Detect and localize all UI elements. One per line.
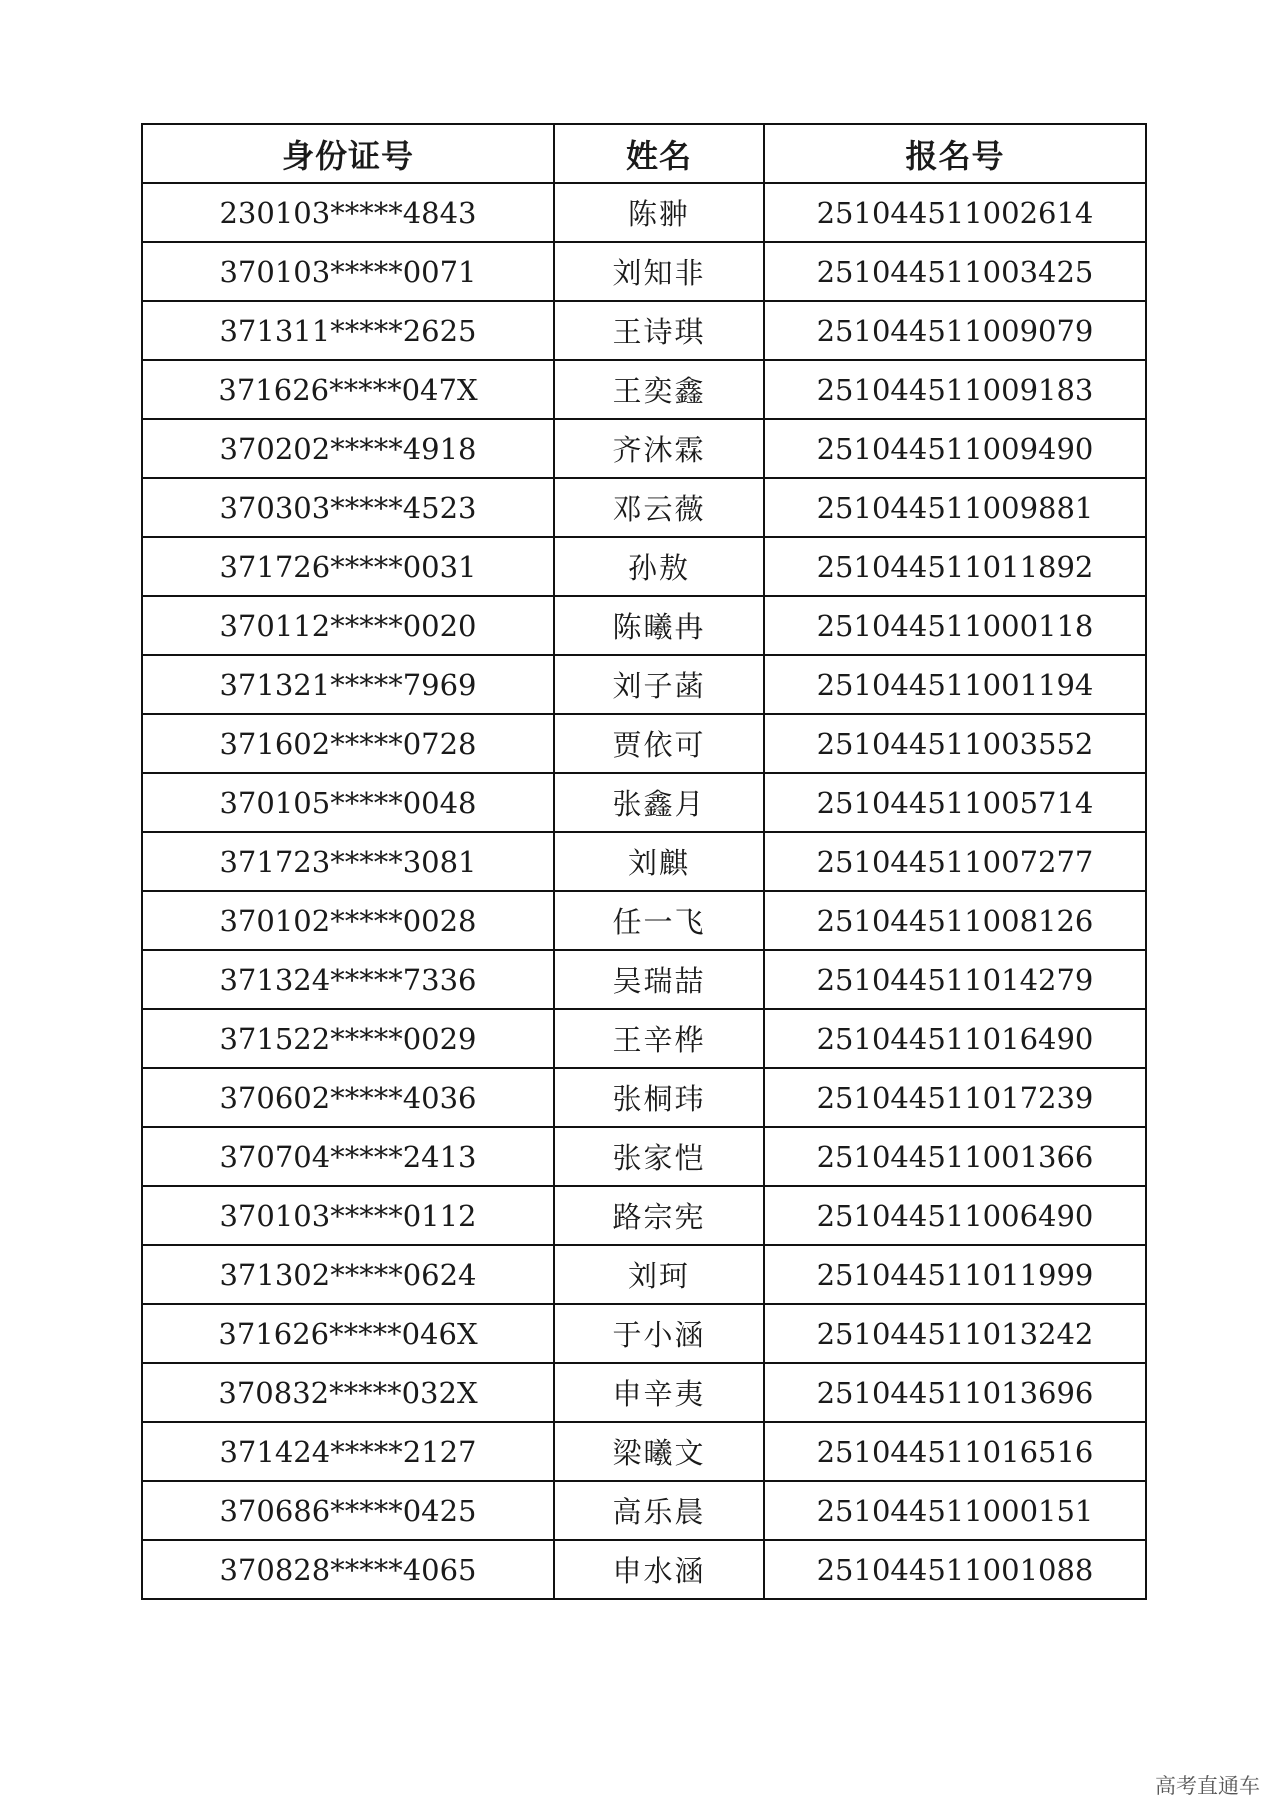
table-body	[142, 183, 1146, 1599]
cell-id-number: 370103*****0071	[142, 242, 554, 301]
table-row	[142, 183, 1146, 242]
cell-registration-number: 251044511016516	[764, 1422, 1146, 1481]
table-row	[142, 1245, 1146, 1304]
table-row	[142, 419, 1146, 478]
cell-registration-number: 251044511017239	[764, 1068, 1146, 1127]
cell-id-number: 371311*****2625	[142, 301, 554, 360]
cell-id-number: 371726*****0031	[142, 537, 554, 596]
cell-name: 张家恺	[554, 1127, 764, 1186]
cell-name: 吴瑞喆	[554, 950, 764, 1009]
cell-id-number: 371321*****7969	[142, 655, 554, 714]
cell-id-number: 371626*****046X	[142, 1304, 554, 1363]
table-row	[142, 1540, 1146, 1599]
table-row	[142, 1481, 1146, 1540]
cell-registration-number: 251044511011999	[764, 1245, 1146, 1304]
cell-id-number: 371723*****3081	[142, 832, 554, 891]
cell-id-number: 370832*****032X	[142, 1363, 554, 1422]
table-header-row	[142, 124, 1146, 183]
cell-registration-number: 251044511008126	[764, 891, 1146, 950]
table-row	[142, 891, 1146, 950]
table-row	[142, 950, 1146, 1009]
cell-name: 刘珂	[554, 1245, 764, 1304]
cell-id-number: 370103*****0112	[142, 1186, 554, 1245]
table-row	[142, 655, 1146, 714]
cell-registration-number: 251044511000151	[764, 1481, 1146, 1540]
table-row	[142, 1009, 1146, 1068]
cell-id-number: 371626*****047X	[142, 360, 554, 419]
header-registration-number: 报名号	[764, 124, 1146, 183]
header-id-number: 身份证号	[142, 124, 554, 183]
cell-registration-number: 251044511001366	[764, 1127, 1146, 1186]
cell-id-number: 371424*****2127	[142, 1422, 554, 1481]
table-row	[142, 301, 1146, 360]
cell-id-number: 370828*****4065	[142, 1540, 554, 1599]
cell-name: 申辛夷	[554, 1363, 764, 1422]
cell-id-number: 370303*****4523	[142, 478, 554, 537]
table-row	[142, 1422, 1146, 1481]
table-row	[142, 1127, 1146, 1186]
table-row	[142, 773, 1146, 832]
cell-name: 刘知非	[554, 242, 764, 301]
cell-registration-number: 251044511011892	[764, 537, 1146, 596]
table-row	[142, 478, 1146, 537]
cell-name: 王奕鑫	[554, 360, 764, 419]
cell-name: 齐沐霖	[554, 419, 764, 478]
cell-registration-number: 251044511003425	[764, 242, 1146, 301]
cell-id-number: 370602*****4036	[142, 1068, 554, 1127]
cell-registration-number: 251044511005714	[764, 773, 1146, 832]
header-name: 姓名	[554, 124, 764, 183]
table-row	[142, 360, 1146, 419]
cell-id-number: 370102*****0028	[142, 891, 554, 950]
cell-name: 高乐晨	[554, 1481, 764, 1540]
cell-registration-number: 251044511007277	[764, 832, 1146, 891]
cell-name: 刘麒	[554, 832, 764, 891]
table-row	[142, 596, 1146, 655]
table-row	[142, 1363, 1146, 1422]
cell-id-number: 370112*****0020	[142, 596, 554, 655]
cell-name: 梁曦文	[554, 1422, 764, 1481]
cell-registration-number: 251044511009183	[764, 360, 1146, 419]
table-row	[142, 242, 1146, 301]
cell-name: 路宗宪	[554, 1186, 764, 1245]
cell-name: 贾依可	[554, 714, 764, 773]
cell-registration-number: 251044511009881	[764, 478, 1146, 537]
cell-name: 刘子菡	[554, 655, 764, 714]
cell-registration-number: 251044511002614	[764, 183, 1146, 242]
cell-name: 张桐玮	[554, 1068, 764, 1127]
cell-registration-number: 251044511013242	[764, 1304, 1146, 1363]
cell-registration-number: 251044511009490	[764, 419, 1146, 478]
cell-id-number: 370686*****0425	[142, 1481, 554, 1540]
cell-registration-number: 251044511016490	[764, 1009, 1146, 1068]
table-row	[142, 1304, 1146, 1363]
cell-registration-number: 251044511009079	[764, 301, 1146, 360]
cell-name: 邓云薇	[554, 478, 764, 537]
cell-id-number: 370105*****0048	[142, 773, 554, 832]
table-row	[142, 1186, 1146, 1245]
cell-registration-number: 251044511001088	[764, 1540, 1146, 1599]
cell-name: 陈翀	[554, 183, 764, 242]
cell-registration-number: 251044511000118	[764, 596, 1146, 655]
table-row	[142, 832, 1146, 891]
table-row	[142, 714, 1146, 773]
table-row	[142, 537, 1146, 596]
table-row	[142, 1068, 1146, 1127]
cell-registration-number: 251044511001194	[764, 655, 1146, 714]
cell-name: 王诗琪	[554, 301, 764, 360]
cell-name: 陈曦冉	[554, 596, 764, 655]
watermark-text: 高考直通车	[1155, 1774, 1260, 1798]
cell-id-number: 370202*****4918	[142, 419, 554, 478]
roster-table	[141, 123, 1147, 1600]
cell-id-number: 230103*****4843	[142, 183, 554, 242]
cell-name: 申水涵	[554, 1540, 764, 1599]
cell-registration-number: 251044511003552	[764, 714, 1146, 773]
cell-id-number: 371602*****0728	[142, 714, 554, 773]
cell-name: 孙敖	[554, 537, 764, 596]
cell-id-number: 371324*****7336	[142, 950, 554, 1009]
cell-registration-number: 251044511006490	[764, 1186, 1146, 1245]
cell-registration-number: 251044511014279	[764, 950, 1146, 1009]
cell-name: 任一飞	[554, 891, 764, 950]
cell-registration-number: 251044511013696	[764, 1363, 1146, 1422]
cell-name: 王辛桦	[554, 1009, 764, 1068]
cell-id-number: 370704*****2413	[142, 1127, 554, 1186]
cell-name: 张鑫月	[554, 773, 764, 832]
cell-id-number: 371522*****0029	[142, 1009, 554, 1068]
cell-id-number: 371302*****0624	[142, 1245, 554, 1304]
cell-name: 于小涵	[554, 1304, 764, 1363]
